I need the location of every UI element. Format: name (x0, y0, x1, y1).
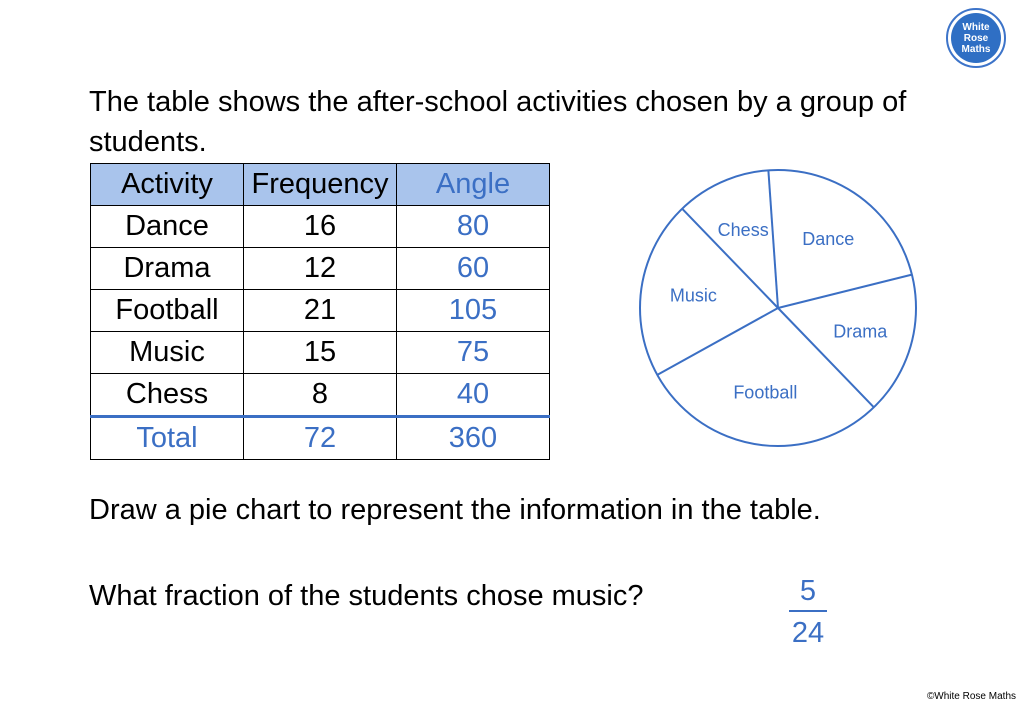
intro-text: The table shows the after-school activities chosen by a group of students. (89, 86, 907, 158)
table-row (91, 206, 550, 248)
cell-frequency: 16 (244, 206, 397, 248)
pie-slice-boundary (657, 308, 778, 375)
fraction-numerator: 5 (799, 575, 817, 607)
pie-chart-svg (630, 160, 930, 460)
logo-badge (951, 13, 1001, 63)
pie-slice-label-dance: Dance (802, 228, 855, 249)
table-row (91, 374, 550, 417)
question-fraction: What fraction of the students chose music? (89, 580, 644, 612)
copyright-notice: ©White Rose Maths (926, 691, 1016, 702)
cell-angle: 40 (397, 374, 550, 417)
cell-total-angle: 360 (397, 417, 550, 460)
cell-frequency: 21 (244, 290, 397, 332)
header-activity: Activity (91, 164, 244, 206)
cell-activity: Chess (91, 374, 244, 417)
fraction-denominator: 24 (791, 617, 825, 649)
cell-angle: 105 (397, 290, 550, 332)
table-row (91, 332, 550, 374)
pie-slice-boundary (768, 170, 778, 308)
cell-frequency: 12 (244, 248, 397, 290)
header-angle: Angle (397, 164, 550, 206)
question-draw-pie: Draw a pie chart to represent the information in the table. (89, 494, 821, 526)
pie-slice-label-chess: Chess (717, 219, 769, 240)
cell-total-frequency: 72 (244, 417, 397, 460)
cell-angle: 75 (397, 332, 550, 374)
cell-activity: Drama (91, 248, 244, 290)
logo-text-line3: Maths (961, 43, 991, 55)
pie-slice-label-music: Music (669, 285, 717, 306)
cell-total-label: Total (91, 417, 244, 460)
table-row (91, 248, 550, 290)
table-total-row (91, 417, 550, 460)
pie-chart (630, 160, 930, 460)
pie-slice-label-drama: Drama (833, 321, 888, 342)
fraction-bar (789, 610, 827, 612)
cell-activity: Music (91, 332, 244, 374)
table-header-row (91, 164, 550, 206)
cell-angle: 60 (397, 248, 550, 290)
cell-activity: Dance (91, 206, 244, 248)
cell-frequency: 8 (244, 374, 397, 417)
answer-fraction (785, 574, 831, 650)
pie-slice-boundary (778, 275, 912, 308)
pie-slice-label-football: Football (733, 382, 798, 403)
table-row (91, 290, 550, 332)
frequency-table (90, 163, 550, 460)
cell-frequency: 15 (244, 332, 397, 374)
white-rose-maths-logo (946, 8, 1006, 68)
header-frequency: Frequency (244, 164, 397, 206)
logo-text-line1: White (962, 21, 990, 33)
cell-activity: Football (91, 290, 244, 332)
logo-text-line2: Rose (963, 32, 989, 44)
cell-angle: 80 (397, 206, 550, 248)
